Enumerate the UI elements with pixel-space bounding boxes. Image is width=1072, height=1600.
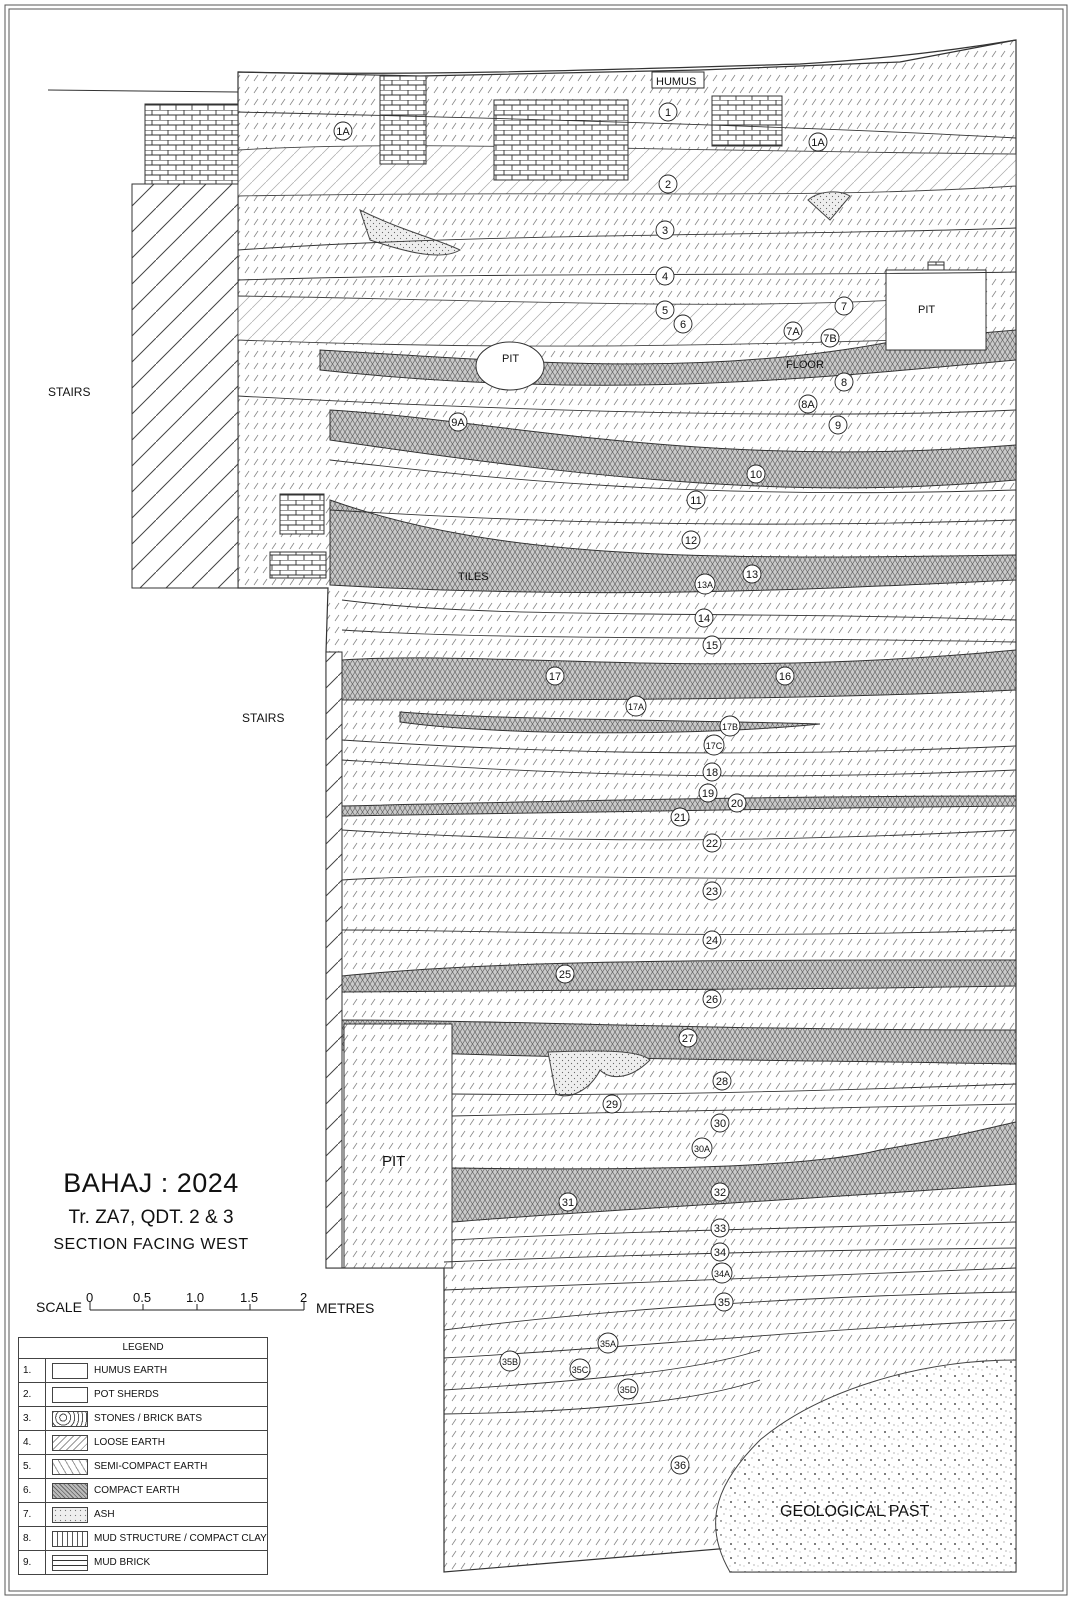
legend-number: 4.	[19, 1431, 46, 1454]
layer-marker-35b: 35B	[501, 1357, 519, 1367]
pit-top-right-outline	[886, 270, 986, 350]
scale-tick-0: 0	[86, 1290, 94, 1305]
legend-swatch-loose	[52, 1435, 88, 1451]
layer-marker-26: 26	[705, 994, 719, 1006]
layer-marker-25: 25	[558, 969, 572, 981]
section-label: SECTION FACING WEST	[53, 1236, 249, 1253]
stairs-label-upper: STAIRS	[48, 385, 91, 399]
layer-marker-8a: 8A	[801, 399, 815, 411]
legend-swatch-clay	[52, 1531, 88, 1547]
legend-name: COMPACT EARTH	[94, 1485, 180, 1496]
pit-low-label: PIT	[382, 1153, 406, 1170]
layer-marker-12: 12	[684, 535, 698, 547]
layer-marker-16: 16	[778, 671, 792, 683]
layer-marker-23: 23	[705, 886, 719, 898]
geological-label: GEOLOGICAL PAST	[780, 1503, 930, 1520]
layer-marker-33: 33	[713, 1223, 727, 1235]
legend-swatch-stones	[52, 1411, 88, 1427]
scale-tick-05: 0.5	[133, 1290, 152, 1305]
stairs-label-lower: STAIRS	[242, 711, 285, 725]
legend-name: SEMI-COMPACT EARTH	[94, 1461, 208, 1472]
layer-marker-20: 20	[730, 798, 744, 810]
legend-name: LOOSE EARTH	[94, 1437, 165, 1448]
legend-number: 2.	[19, 1383, 46, 1406]
layer-marker-4: 4	[661, 271, 669, 283]
stairs-block-lower	[326, 652, 342, 1268]
layer-marker-27: 27	[681, 1033, 695, 1045]
pit-mid-label: PIT	[502, 353, 520, 365]
layer-marker-35c: 35C	[571, 1365, 589, 1375]
layer-marker-28: 28	[715, 1076, 729, 1088]
layer-marker-35a: 35A	[599, 1339, 617, 1349]
legend-row	[19, 1527, 267, 1551]
layer-marker-17c: 17C	[705, 741, 723, 751]
legend-number: 7.	[19, 1503, 46, 1526]
mud-brick-3	[494, 100, 628, 180]
legend-swatch-semi	[52, 1459, 88, 1475]
drawing-title: BAHAJ : 2024	[63, 1168, 239, 1198]
layer-marker-36: 36	[673, 1460, 687, 1472]
legend-row	[19, 1359, 267, 1383]
scale-tick-15: 1.5	[240, 1290, 259, 1305]
scale-label: SCALE	[36, 1299, 82, 1315]
layer-marker-5: 5	[661, 305, 669, 317]
layer-marker-15: 15	[705, 640, 719, 652]
layer-marker-21: 21	[673, 812, 687, 824]
legend-swatch-ash	[52, 1507, 88, 1523]
layer-marker-7b: 7B	[823, 333, 837, 345]
legend-name: STONES / BRICK BATS	[94, 1413, 202, 1424]
layer-marker-1: 1	[664, 107, 672, 119]
layer-marker-9: 9	[834, 420, 842, 432]
legend-number: 6.	[19, 1479, 46, 1502]
layer-marker-31: 31	[561, 1197, 575, 1209]
layer-marker-35d: 35D	[619, 1385, 637, 1395]
legend-name: MUD STRUCTURE / COMPACT CLAY	[94, 1533, 267, 1544]
legend-number: 3.	[19, 1407, 46, 1430]
layer-marker-13a: 13A	[696, 580, 714, 590]
legend-name: POT SHERDS	[94, 1389, 159, 1400]
layer-marker-2: 2	[664, 179, 672, 191]
layer-marker-10: 10	[749, 469, 763, 481]
scale-tick-10: 1.0	[186, 1290, 205, 1305]
legend	[18, 1337, 268, 1575]
legend-row	[19, 1383, 267, 1407]
layer-marker-24: 24	[705, 935, 719, 947]
legend-row	[19, 1431, 267, 1455]
layer-marker-30a: 30A	[693, 1144, 711, 1154]
legend-swatch-compact	[52, 1483, 88, 1499]
pit-low-outline	[344, 1024, 452, 1268]
layer-marker-22: 22	[705, 838, 719, 850]
legend-number: 8.	[19, 1527, 46, 1550]
legend-number: 1.	[19, 1359, 46, 1382]
layer-marker-18: 18	[705, 767, 719, 779]
layer-marker-32: 32	[713, 1187, 727, 1199]
humus-label: HUMUS	[656, 76, 697, 88]
legend-row	[19, 1407, 267, 1431]
layer-marker-34a: 34A	[713, 1269, 731, 1279]
layer-marker-9a: 9A	[451, 417, 465, 429]
legend-swatch-sherd	[52, 1387, 88, 1403]
layer-marker-6: 6	[679, 319, 687, 331]
layer-marker-17b: 17B	[721, 722, 739, 732]
layer-marker-29: 29	[605, 1099, 619, 1111]
legend-swatch-brick	[52, 1555, 88, 1571]
layer-marker-3: 3	[661, 225, 669, 237]
layer-marker-7: 7	[840, 301, 848, 313]
layer-marker-14: 14	[697, 613, 711, 625]
stairs-top-line	[48, 90, 238, 92]
legend-number: 9.	[19, 1551, 46, 1574]
mud-brick-2	[380, 76, 426, 164]
layer-marker-34: 34	[713, 1247, 727, 1259]
mud-brick-6	[270, 552, 326, 578]
mud-brick-1	[145, 104, 238, 184]
layer-marker-1a: 1A	[336, 126, 350, 138]
stairs-block-upper	[132, 184, 238, 588]
legend-number: 5.	[19, 1455, 46, 1478]
layer-marker-13: 13	[745, 569, 759, 581]
legend-name: MUD BRICK	[94, 1557, 151, 1568]
loose-band-6	[238, 296, 900, 346]
legend-row	[19, 1455, 267, 1479]
layer-marker-1a: 1A	[811, 137, 825, 149]
legend-heading: LEGEND	[19, 1338, 267, 1359]
layer-marker-17: 17	[548, 671, 562, 683]
layer-marker-8: 8	[840, 377, 848, 389]
legend-swatch-humus	[52, 1363, 88, 1379]
scale-unit: METRES	[316, 1300, 375, 1316]
legend-row	[19, 1503, 267, 1527]
scale-tick-2: 2	[300, 1290, 308, 1305]
mud-brick-4	[712, 96, 782, 146]
layer-marker-7a: 7A	[786, 326, 800, 338]
layer-marker-19: 19	[701, 788, 715, 800]
tiles-label: TILES	[458, 571, 489, 583]
layer-marker-30: 30	[713, 1118, 727, 1130]
layer-marker-11: 11	[690, 495, 702, 507]
trench-label: Tr. ZA7, QDT. 2 & 3	[68, 1207, 234, 1228]
legend-row	[19, 1551, 267, 1574]
layer-marker-17a: 17A	[627, 702, 645, 712]
mud-brick-5	[280, 494, 324, 534]
floor-label: FLOOR	[786, 359, 824, 371]
pit-top-label: PIT	[918, 304, 936, 316]
pit-mid-outline	[476, 342, 544, 390]
layer-marker-35: 35	[717, 1297, 731, 1309]
legend-name: HUMUS EARTH	[94, 1365, 168, 1376]
legend-name: ASH	[94, 1509, 115, 1520]
legend-row	[19, 1479, 267, 1503]
